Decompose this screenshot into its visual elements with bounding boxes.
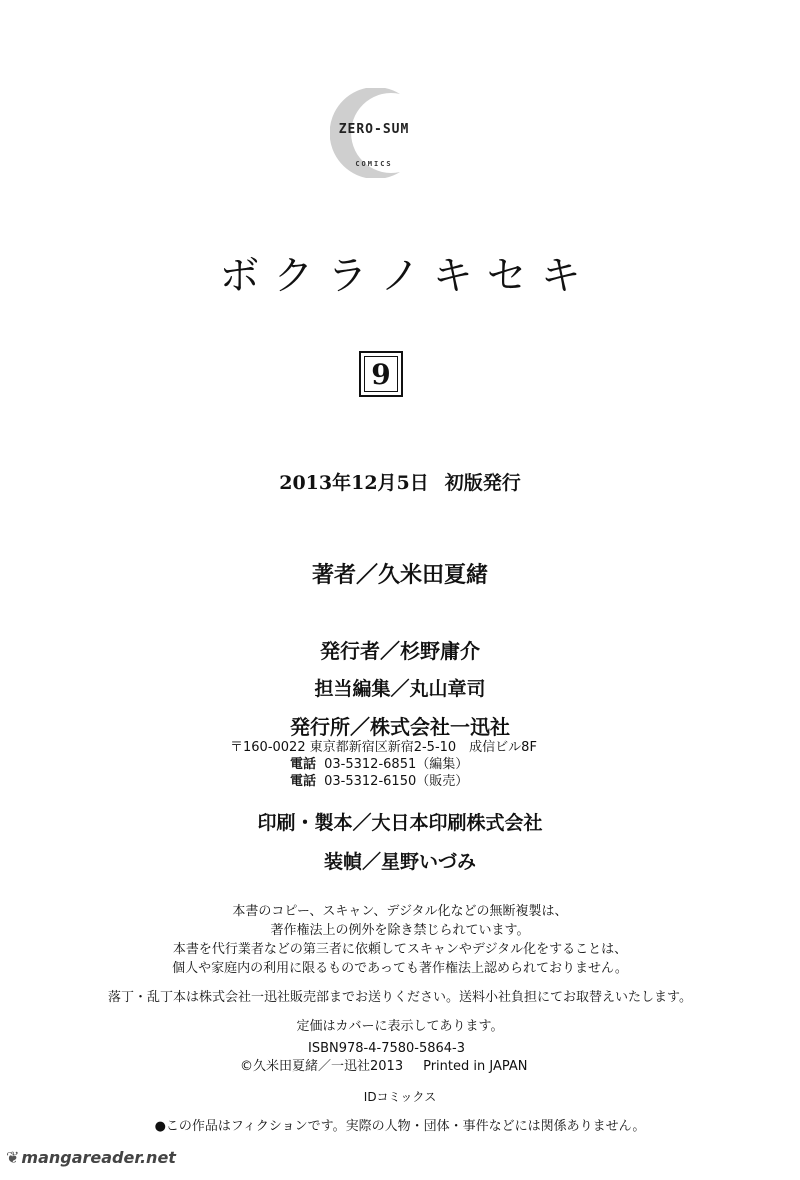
phone-label: 電話 (290, 774, 317, 789)
phone-label: 電話 (290, 757, 317, 772)
defects-notice: 落丁・乱丁本は株式会社一迅社販売部までお送りください。送料小社負担にてお取替えいたします。 (108, 990, 692, 1005)
volume-number: 9 (364, 356, 398, 392)
printed-in: Printed in JAPAN (423, 1059, 528, 1074)
notice-line: 個人や家庭内の利用に限るものであっても著作権法上認められておりません。 (172, 961, 628, 976)
editor-credit: 担当編集／丸山章司 (314, 678, 486, 700)
address-line: 〒160-0022 東京都新宿区新宿2-5-10 成信ビル8F (230, 740, 537, 755)
publication-edition: 初版発行 (444, 472, 521, 494)
copyright: ©久米田夏緒／一迅社2013 (240, 1059, 404, 1074)
book-title: ボクラノキセキ (219, 253, 595, 299)
phone-sales: 03-5312-6150（販売） (324, 774, 469, 789)
watermark (6, 1148, 176, 1167)
office-credit: 発行所／株式会社一迅社 (290, 715, 510, 739)
watermark-text: mangareader.net (21, 1148, 176, 1167)
author-credit: 著者／久米田夏緒 (311, 563, 488, 588)
copy-notice (0, 902, 800, 978)
volume-box (359, 351, 403, 397)
copyright-row (240, 1058, 560, 1076)
address-block (230, 739, 590, 790)
phone-edit: 03-5312-6851（編集） (324, 757, 469, 772)
publication-date: 2013年12月5日 (279, 472, 429, 494)
logo-name: ZERO-SUM (338, 122, 410, 137)
price-notice: 定価はカバーに表示してあります。 (296, 1019, 504, 1034)
notice-line: 本書のコピー、スキャン、デジタル化などの無断複製は、 (232, 904, 568, 919)
leaf-icon: ❦ (6, 1148, 20, 1167)
phone-sales-row (230, 773, 590, 790)
notice-line: 著作権法上の例外を除き禁じられています。 (270, 923, 530, 938)
logo-sub: COMICS (355, 160, 393, 168)
publication-line (0, 468, 800, 495)
publisher-credit: 発行者／杉野庸介 (320, 639, 480, 663)
isbn-block (240, 1040, 560, 1076)
imprint-label: IDコミックス (363, 1090, 437, 1104)
printing-credit: 印刷・製本／大日本印刷株式会社 (257, 812, 543, 834)
design-credit: 装幀／星野いづみ (323, 851, 476, 873)
fiction-disclaimer: ●この作品はフィクションです。実際の人物・団体・事件などには関係ありません。 (154, 1119, 646, 1134)
notice-line: 本書を代行業者などの第三者に依頼してスキャンやデジタル化をすることは、 (172, 942, 628, 957)
isbn: ISBN978-4-7580-5864-3 (308, 1041, 466, 1056)
phone-edit-row (230, 756, 590, 773)
